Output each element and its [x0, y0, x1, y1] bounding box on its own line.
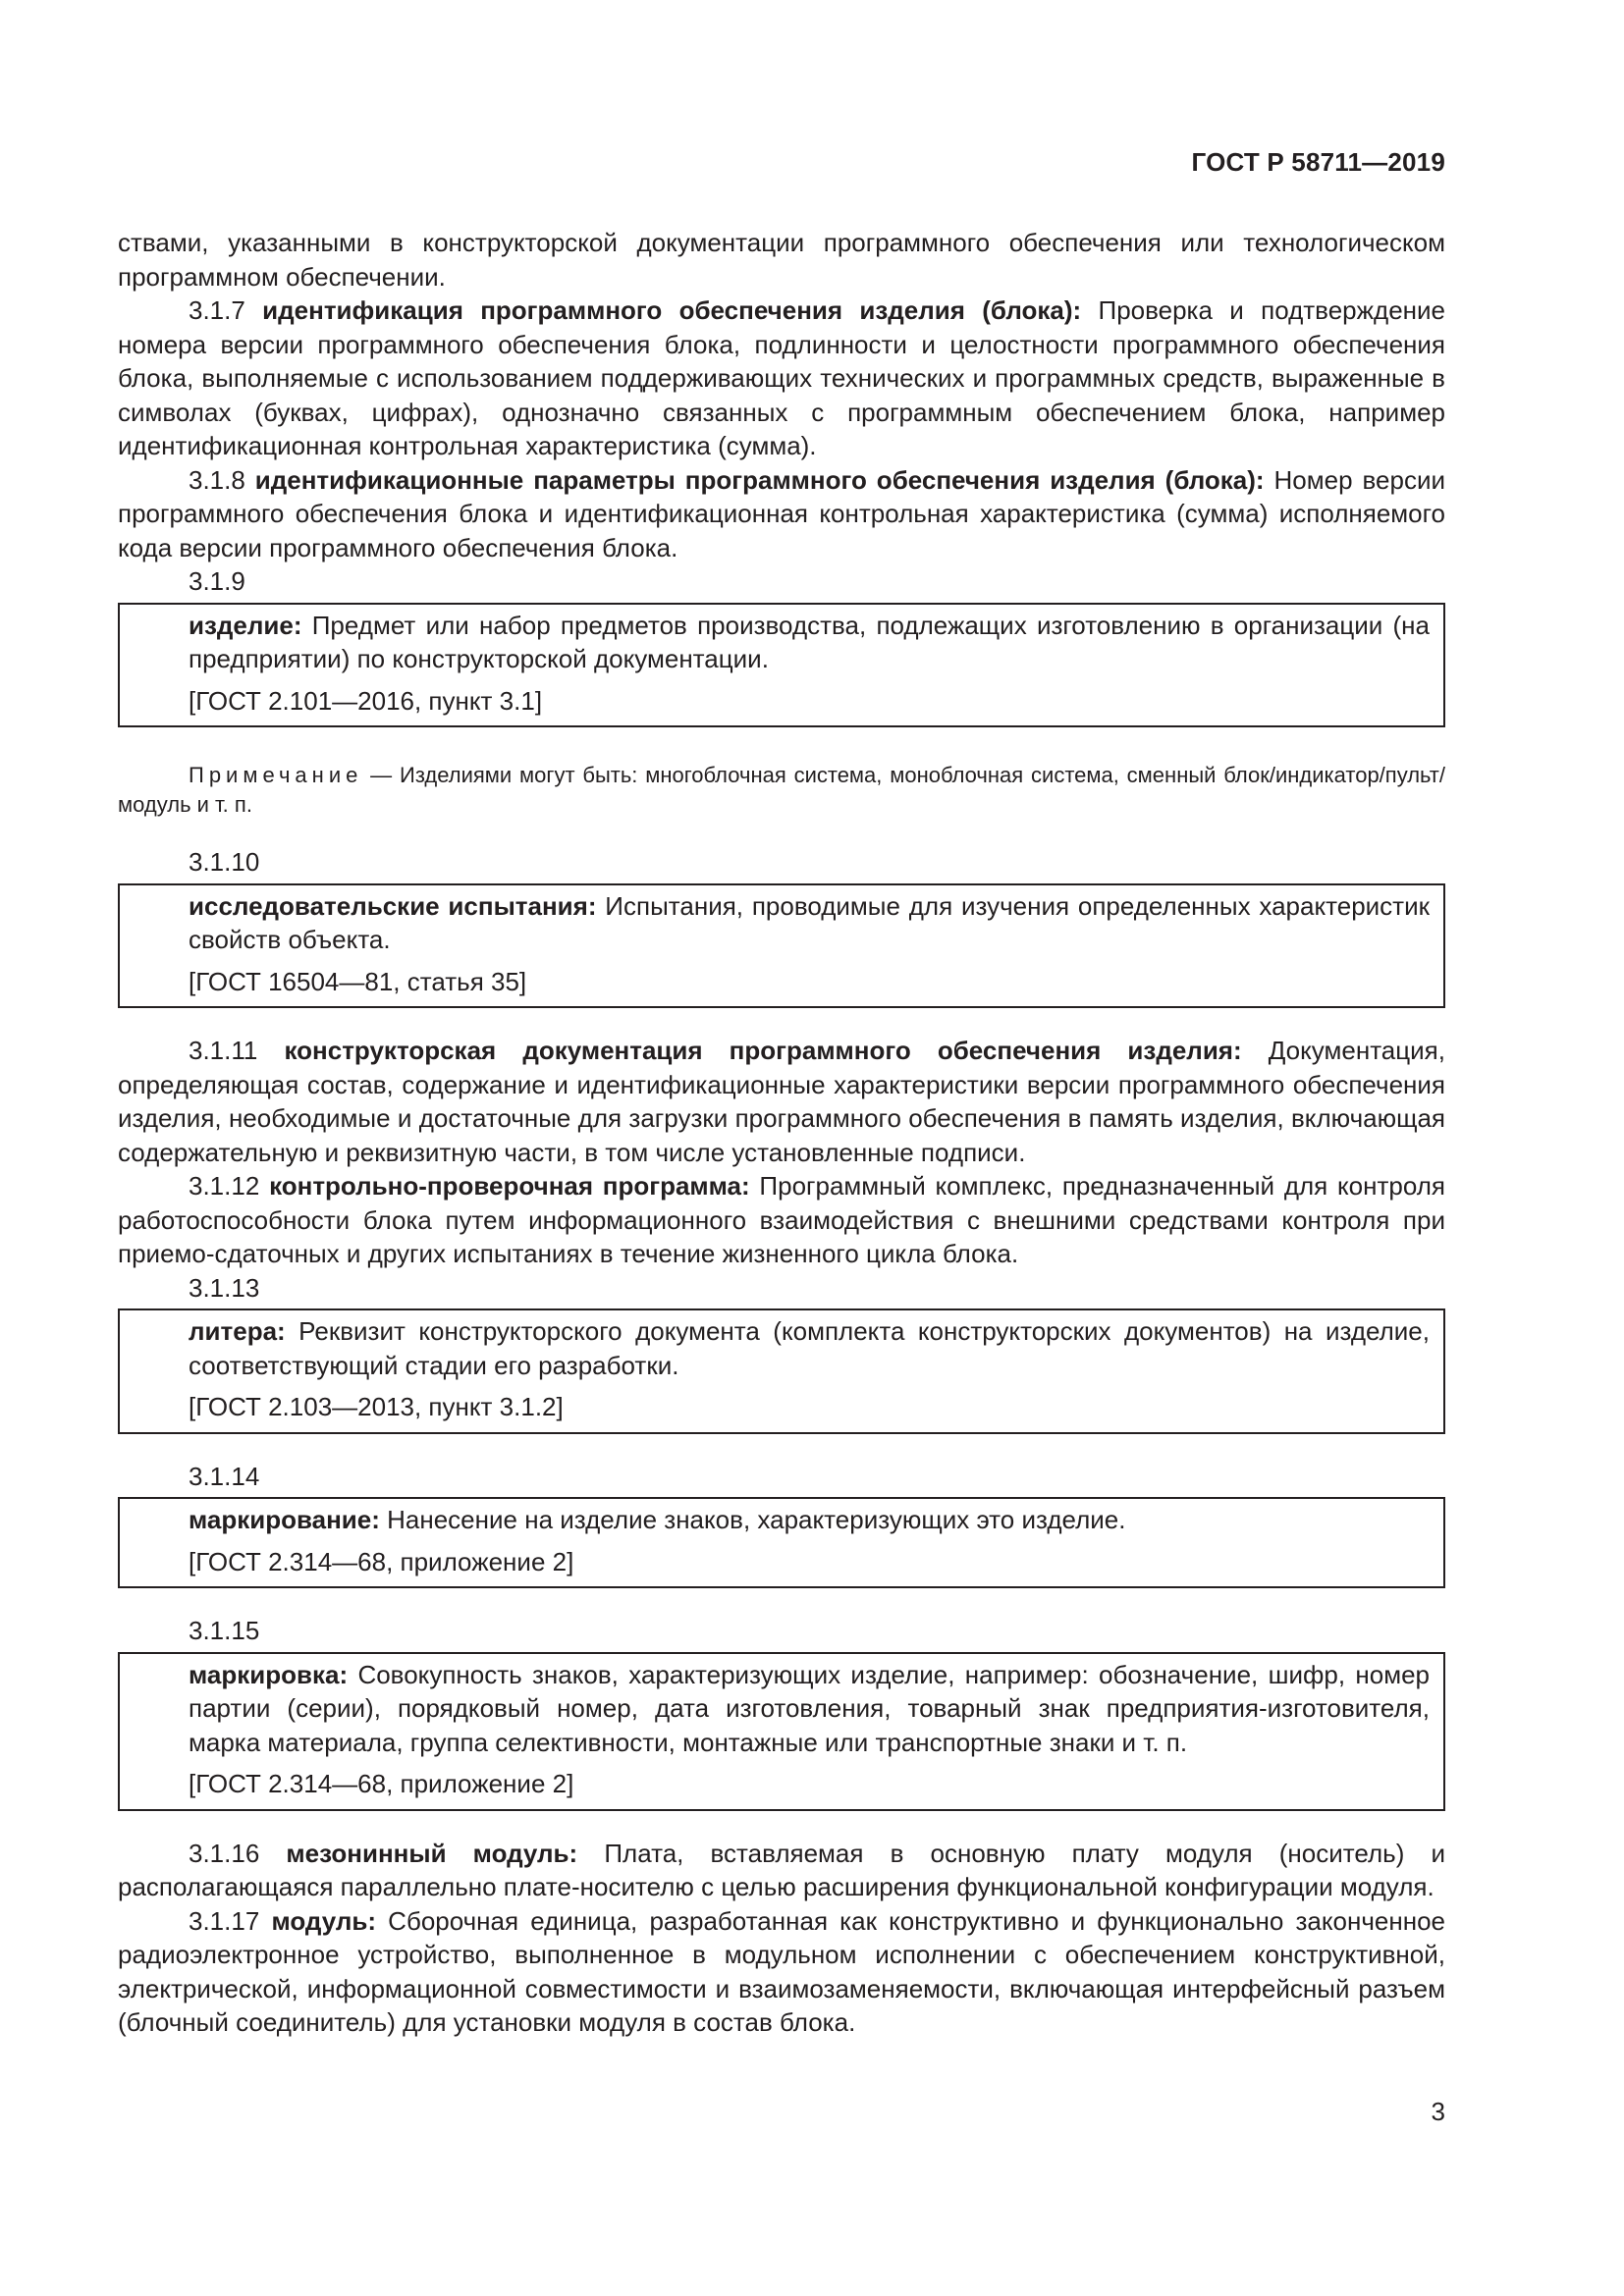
- definition: Номер версии программного обеспечения блока и идентификационная контрольная характеристика (сумма) исполняемого кода версии программного обеспечения блока.: [118, 464, 1445, 562]
- term-box-3-1-15: [118, 1652, 1445, 1811]
- entry-number: 3.1.17: [189, 1905, 260, 1936]
- entry-3-1-11: [118, 1034, 1445, 1169]
- term-box-3-1-14: [118, 1497, 1445, 1588]
- definition: Сборочная единица, разработанная как конструктивно и функционально законченное радиоэлектронное устройство, выполненное в модульном исполнении с обеспечением конструктивной, электрической, информационной совместимости и взаимозаменяемости, включающая интерфейсный разъем (блочный соединитель) для установки модуля в состав блока.: [118, 1905, 1445, 2037]
- source-reference: [ГОСТ 2.314—68, приложение 2]: [189, 1769, 574, 1798]
- term: идентификационные параметры программного обеспечения изделия (блока):: [254, 464, 1265, 495]
- term: модуль:: [271, 1905, 376, 1936]
- entry-number: 3.1.12: [189, 1171, 260, 1201]
- entry-3-1-12: [118, 1169, 1445, 1271]
- continuation-paragraph: ствами, указанными в конструкторской документации программного обеспечения или технологическом программном обеспечении.: [118, 228, 1445, 292]
- term: маркирование:: [189, 1505, 380, 1534]
- entry-number: 3.1.16: [189, 1838, 260, 1868]
- entry-number: 3.1.11: [189, 1036, 258, 1065]
- entry-number-3-1-15: 3.1.15: [189, 1616, 260, 1645]
- entry-number-3-1-9: 3.1.9: [189, 566, 245, 596]
- term-box-3-1-9: [118, 603, 1445, 728]
- note-text: — Изделиями могут быть: многоблочная система, моноблочная система, сменный блок/индикатор/пульт/модуль и т. п.: [118, 763, 1445, 817]
- definition: Документация, определяющая состав, содержание и идентификационные характеристики версии программного обеспечения изделия, необходимые и достаточные для загрузки программного обеспечения в память изделия, включающая содержательную и реквизитную части, в том числе установленные подписи.: [118, 1036, 1445, 1167]
- entry-number-3-1-13: 3.1.13: [189, 1272, 260, 1303]
- definition: Программный комплекс, предназначенный для контроля работоспособности блока путем информационного взаимодействия с внешними средствами контроля при приемо-сдаточных и других испытаниях в течение жизненного цикла блока.: [118, 1171, 1445, 1268]
- definition: Плата, вставляемая в основную плату модуля (носитель) и располагающаяся параллельно плате-носителю с целью расширения функциональной конфигурации модуля.: [118, 1838, 1445, 1901]
- source-reference: [ГОСТ 2.101—2016, пункт 3.1]: [189, 685, 543, 716]
- page-number: 3: [1431, 2097, 1445, 2126]
- entry-3-1-8: [118, 463, 1445, 565]
- definition: Совокупность знаков, характеризующих изделие, например: обозначение, шифр, номер партии (серии), порядковый номер, дата изготовления, товарный знак предприятия-изготовителя, марка материала, группа селективности, монтажные или транспортные знаки и т. п.: [189, 1659, 1430, 1757]
- entry-3-1-7: [118, 294, 1445, 463]
- entry-3-1-16: [118, 1837, 1445, 1904]
- term: маркировка:: [189, 1659, 349, 1689]
- entry-number-3-1-10: 3.1.10: [189, 847, 260, 877]
- source-reference: [ГОСТ 2.314—68, приложение 2]: [189, 1546, 574, 1576]
- entry-number-3-1-14: 3.1.14: [189, 1461, 260, 1491]
- term: исследовательские испытания:: [189, 890, 597, 921]
- term-box-3-1-13: [118, 1308, 1445, 1434]
- page-body: [118, 226, 1445, 2040]
- entry-number: 3.1.8: [189, 464, 245, 495]
- source-reference: [ГОСТ 16504—81, статья 35]: [189, 966, 527, 996]
- definition: Предмет или набор предметов производства, подлежащих изготовлению в организации (на предприятии) по конструкторской документации.: [189, 610, 1430, 673]
- definition: Реквизит конструкторского документа (комплекта конструкторских документов) на изделие, соответствующий стадии его разработки.: [189, 1316, 1430, 1380]
- definition: Нанесение на изделие знаков, характеризующих это изделие.: [379, 1505, 1126, 1534]
- term: литера:: [189, 1316, 286, 1346]
- entry-3-1-17: [118, 1904, 1445, 2040]
- term: мезонинный модуль:: [286, 1838, 578, 1868]
- note-label: Примечание: [189, 763, 363, 787]
- document-code: ГОСТ Р 58711—2019: [1191, 147, 1445, 177]
- term: конструкторская документация программного обеспечения изделия:: [284, 1036, 1242, 1065]
- term: контрольно-проверочная программа:: [269, 1171, 750, 1201]
- entry-number: 3.1.7: [189, 295, 245, 325]
- definition: Испытания, проводимые для изучения определенных характеристик свойств объекта.: [189, 890, 1430, 954]
- term: идентификация программного обеспечения изделия (блока):: [262, 295, 1082, 325]
- note-paragraph: [118, 761, 1445, 820]
- source-reference: [ГОСТ 2.103—2013, пункт 3.1.2]: [189, 1392, 564, 1421]
- term: изделие:: [189, 610, 302, 640]
- term-box-3-1-10: [118, 883, 1445, 1009]
- definition: Проверка и подтверждение номера версии программного обеспечения блока, подлинности и целостности программного обеспечения блока, выполняемые с использованием поддерживающих технических и программных средств, выраженные в символах (буквах, цифрах), однозначно связанных с программным обеспечением блока, например идентификационная контрольная характеристика (сумма).: [118, 295, 1445, 460]
